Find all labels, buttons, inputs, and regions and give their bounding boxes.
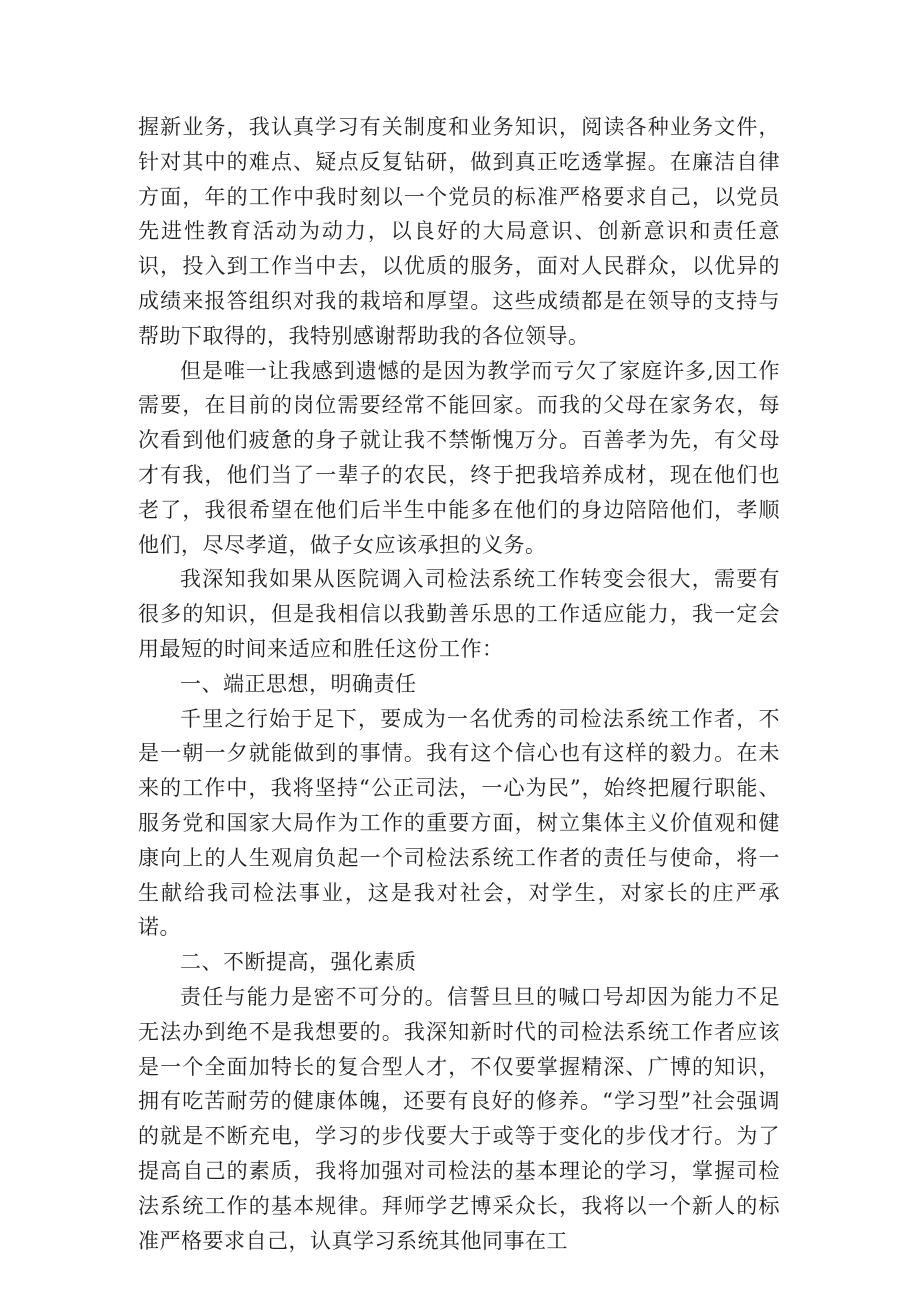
section-heading-2: 二、不断提高，强化素质 <box>180 950 417 975</box>
paragraph-commitment: 千里之行始于足下，要成为一名优秀的司检法系统工作者，不是一朝一夕就能做到的事情。我有这个信心也有这样的毅力。在未来的工作中，我将坚持“公正司法，一心为民”，始终把履行职能、服务党和国家大局作为工作的重要方面，树立集体主义价值观和健康向上的人生观肩负起一个司检法系统工作者的责任与使命，将一生献给我司检法事业，这是我对社会，对学生，对家长的庄严承诺。 <box>138 706 780 940</box>
paragraph-adaptation: 我深知我如果从医院调入司检法系统工作转变会很大，需要有很多的知识，但是我相信以我勤善乐思的工作适应能力，我一定会用最短的时间来适应和胜任这份工作： <box>138 567 780 661</box>
paragraph-responsibility: 责任与能力是密不可分的。信誓旦旦的喊口号却因为能力不足无法办到绝不是我想要的。我深知新时代的司检法系统工作者应该是一个全面加特长的复合型人才，不仅要掌握精深、广博的知识，拥有吃苦耐劳的健康体魄，还要有良好的修养。“学习型”社会强调的就是不断充电，学习的步伐要大于或等于变化的步伐才行。为了提高自己的素质，我将加强对司检法的基本理论的学习，掌握司检法系统工作的基本规律。拜师学艺博采众长，我将以一个新人的标准严格要求自己，认真学习系统其他同事在工 <box>138 984 780 1253</box>
paragraph-family-regret: 但是唯一让我感到遗憾的是因为教学而亏欠了家庭许多,因工作需要，在目前的岗位需要经常不能回家。而我的父母在家务农，每次看到他们疲惫的身子就让我不禁惭愧万分。百善孝为先，有父母才有我，他们当了一辈子的农民，终于把我培养成材，现在他们也老了，我很希望在他们后半生中能多在他们的身边陪陪他们，孝顺他们，尽尽孝道，做子女应该承担的义务。 <box>138 358 780 557</box>
paragraph-continuation: 握新业务，我认真学习有关制度和业务知识，阅读各种业务文件，针对其中的难点、疑点反复钻研，做到真正吃透掌握。在廉洁自律方面，年的工作中我时刻以一个党员的标准严格要求自己，以党员先进性教育活动为动力，以良好的大局意识、创新意识和责任意识，投入到工作当中去，以优质的服务，面对人民群众，以优异的成绩来报答组织对我的栽培和厚望。这些成绩都是在领导的支持与帮助下取得的，我特别感谢帮助我的各位领导。 <box>138 115 780 348</box>
body-text <box>138 110 780 1258</box>
section-heading-1: 一、端正思想，明确责任 <box>180 671 417 696</box>
